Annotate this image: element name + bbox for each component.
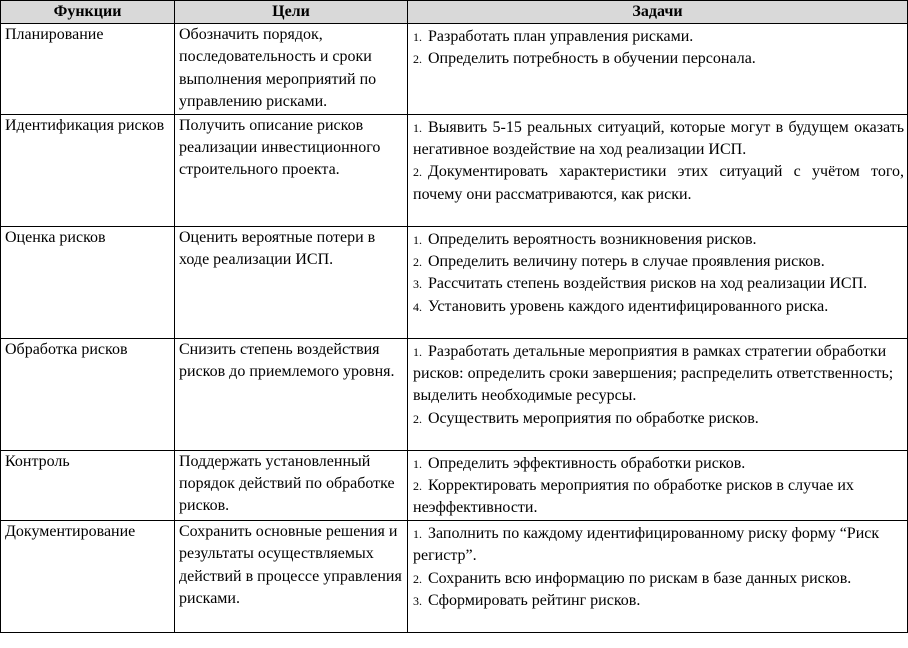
item-text: Документировать характеристики этих ситуаций с учётом того, почему они рассматриваются, как риски.	[413, 163, 904, 203]
list-item	[413, 568, 904, 590]
header-functions: Функции	[1, 1, 175, 24]
item-number: 2.	[413, 411, 422, 426]
item-number: 4.	[413, 299, 422, 314]
item-text: Осуществить мероприятия по обработке рисков.	[428, 409, 759, 427]
item-number: 2.	[413, 571, 422, 586]
item-text: Выявить 5-15 реальных ситуаций, которые могут в будущем оказать негативное воздействие на ход реализации ИСП.	[413, 118, 904, 159]
list-item	[413, 251, 904, 273]
item-text: Определить вероятность возникновения рисков.	[428, 230, 757, 248]
tasks-cell	[408, 226, 908, 338]
item-number: 2.	[413, 255, 422, 270]
item-text: Сформировать рейтинг рисков.	[428, 592, 641, 610]
list-item	[413, 341, 904, 408]
list-item	[413, 161, 904, 206]
table-row	[1, 450, 908, 520]
item-number: 1.	[413, 120, 422, 135]
table-row	[1, 226, 908, 338]
item-text: Установить уровень каждого идентифицированного риска.	[428, 297, 829, 315]
tasks-cell	[408, 114, 908, 226]
item-number: 2.	[413, 165, 422, 180]
tasks-cell	[408, 520, 908, 632]
function-cell: Идентификация рисков	[1, 114, 175, 226]
tasks-cell	[408, 24, 908, 115]
list-item	[413, 273, 904, 295]
goal-cell: Поддержать установленный порядок действий по обработке рисков.	[175, 450, 408, 520]
item-text: Определить потребность в обучении персонала.	[428, 50, 756, 68]
item-text: Рассчитать степень воздействия рисков на ход реализации ИСП.	[428, 275, 868, 293]
goal-cell: Сохранить основные решения и результаты осуществляемых действий в процессе управления рисками.	[175, 520, 408, 632]
goal-cell: Оценить вероятные потери в ходе реализации ИСП.	[175, 226, 408, 338]
list-item	[413, 453, 904, 475]
item-text: Определить эффективность обработки рисков.	[428, 454, 746, 472]
function-cell: Документирование	[1, 520, 175, 632]
item-text: Заполнить по каждому идентифицированному риску форму “Риск регистр”.	[413, 524, 880, 565]
goal-cell: Снизить степень воздействия рисков до приемлемого уровня.	[175, 338, 408, 450]
item-number: 2.	[413, 479, 422, 494]
item-number: 1.	[413, 232, 422, 247]
item-number: 3.	[413, 277, 422, 292]
table-row	[1, 338, 908, 450]
list-item	[413, 408, 904, 430]
list-item	[413, 296, 904, 318]
table-row	[1, 24, 908, 115]
table-row	[1, 520, 908, 632]
item-number: 1.	[413, 526, 422, 541]
item-number: 1.	[413, 30, 422, 44]
function-cell: Оценка рисков	[1, 226, 175, 338]
list-item	[413, 523, 904, 568]
item-number: 1.	[413, 456, 422, 471]
header-row	[1, 1, 908, 24]
function-cell: Обработка рисков	[1, 338, 175, 450]
item-text: Корректировать мероприятия по обработке рисков в случае их неэффективности.	[413, 477, 854, 517]
list-item	[413, 590, 904, 612]
goal-cell: Обозначить порядок, последовательность и сроки выполнения мероприятий по управлению рисками.	[175, 24, 408, 115]
list-item	[413, 229, 904, 251]
list-item	[413, 117, 904, 162]
item-text: Сохранить всю информацию по рискам в базе данных рисков.	[428, 569, 852, 587]
function-cell: Планирование	[1, 24, 175, 115]
item-number: 1.	[413, 344, 422, 359]
list-item	[413, 475, 904, 520]
function-cell: Контроль	[1, 450, 175, 520]
header-tasks: Задачи	[408, 1, 908, 24]
list-item	[413, 26, 904, 48]
goal-cell: Получить описание рисков реализации инвестиционного строительного проекта.	[175, 114, 408, 226]
item-number: 3.	[413, 594, 422, 609]
header-goals: Цели	[175, 1, 408, 24]
tasks-cell	[408, 450, 908, 520]
item-number: 2.	[413, 52, 422, 67]
list-item	[413, 48, 904, 70]
item-text: Разработать детальные мероприятия в рамках стратегии обработки рисков: определить сроки завершения; распределить ответственность; выделить необходимые ресурсы.	[413, 342, 894, 405]
item-text: Разработать план управления рисками.	[428, 28, 694, 45]
item-text: Определить величину потерь в случае проявления рисков.	[428, 253, 825, 271]
tasks-cell	[408, 338, 908, 450]
table-row	[1, 114, 908, 226]
